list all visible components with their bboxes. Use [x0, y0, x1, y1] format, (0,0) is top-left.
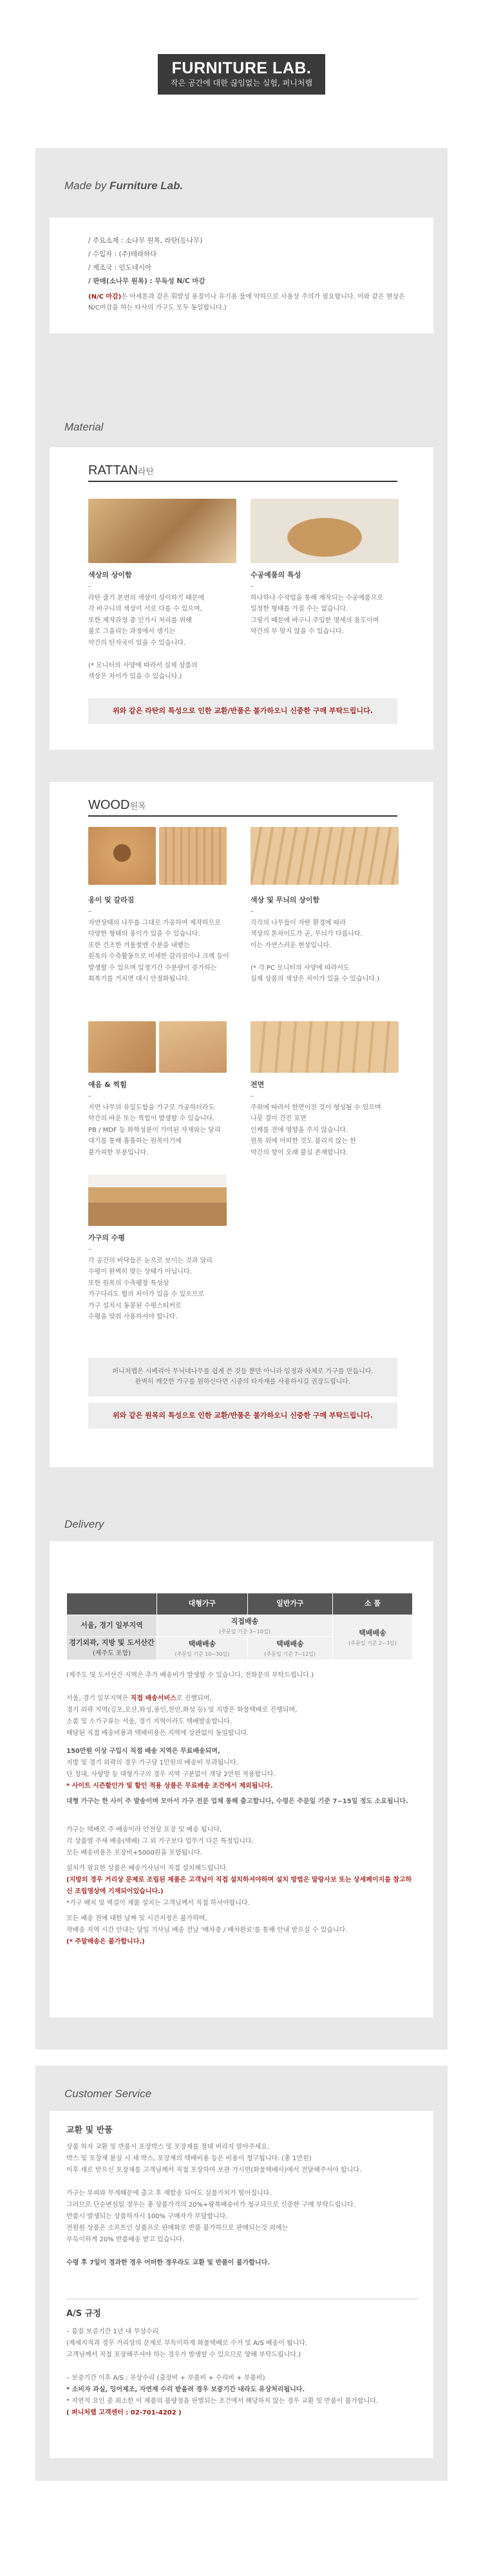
- made-by-heading: Made by Furniture Lab.: [64, 180, 184, 192]
- wood-divider: [88, 815, 397, 817]
- exchange-title: 교환 및 반품: [66, 2126, 113, 2135]
- delivery-section: [35, 1503, 448, 2050]
- info-line: / 주요소재 : 소나무 원목, 라탄(등나무): [88, 237, 203, 245]
- rattan-item-color: 색상의 상이함 – 라탄 줄기 본연의 색상이 상이하기 때문에 각 바구니의 색상이 서로 다를 수 있으며, 또한 제작과정 중 인가시 처리를 위해 불로 그을리는 과정에서 생기는 약간의 탄자국이 있을 수 있습니다. (* 모니터의 사양에 따라서 실제 상품의 색상은 차이가 있을 수 있습니다.): [88, 571, 205, 681]
- rattan-notice: 위와 같은 라탄의 특성으로 인한 교환/반품은 불가하오니 신중한 구매 부탁드립니다.: [88, 698, 397, 724]
- material-section: [35, 402, 448, 1503]
- made-by-info: [88, 234, 205, 288]
- info-line: / 판매(소나무 원목) : 무독성 N/C 마감: [88, 277, 205, 285]
- as-text: – 품질 보증기간 1년 내 무상수리 (제세지적과 경우 거리상의 문제로 부득이하게 화물택배로 수거 및 A/S 배송이 됩니다. 고객님께서 직접 포장해주셔야 하는 경우가 발생할 수 있으므로 양해 부탁드립니다.) – 보증기간 이후 A/S : 유상수리 (출장비 + 부품비 + 수리비 + 부품비) * 소비자 과실, 잉어제조, 자연재 수리 받을려 경우 보증기간 내라도 유상처리됩니다. * 자연적 요인 중 최소한 이 제품의 불량점을 판별되는 조건에서 해당하지 않는 경우 교환 및 반품이 불가합니다. ( 퍼니처랩 고객센터 : 02-701-4202 ): [66, 2326, 417, 2419]
- rattan-weave-photo: [88, 499, 236, 563]
- delivery-card: [50, 1541, 433, 2017]
- nc-note: (N/C 마감)은 아세톤과 같은 휘발성 용질이나 유기용 물에 약하므로 사용상 주의가 필요합니다. 이와 같은 현상은 N/C마감을 하는 타사의 가구도 모두 동일합니다.): [88, 293, 405, 311]
- rattan-card: [50, 447, 433, 750]
- brand-logo[interactable]: [158, 54, 325, 95]
- rattan-divider: [88, 481, 397, 482]
- wood-scratch-photo: [159, 1021, 227, 1073]
- rattan-basket-photo: [251, 499, 399, 563]
- wood-furniture-photo: [88, 1174, 227, 1226]
- wood-item-resin: 전면 – 주위에 따라서 한면이전 것이 형성될 수 있으며 나뭇 결이 간진 표면 인케를 전에 영향을 주지 않습니다. 원목 위에 어떠한 것도 불리지 않는 한 약간의 향이 오래 불실 존재합니다.: [251, 1080, 381, 1156]
- delivery-para-5: 설치가 필요한 상품은 배송기사님이 직접 설치해드립니다. (지방의 경우 거리상 문제로 조립된 제품은 고객님이 직접 설치하셔야하며 설치 방법은 말랑사보 또는 상세페이지를 참고하신 조립영상에 기재되어있습니다.) *가구 배치 및 벽걸이 제품 설치는 고객님께서 직접 하셔야합니다.: [66, 1865, 412, 1907]
- page-header: [0, 0, 483, 113]
- cs-card: [50, 2111, 433, 2458]
- direct-delivery-cell: 직접배송 (주문일 기준 3~10일): [157, 1615, 333, 1637]
- delivery-table: [66, 1593, 413, 1660]
- delivery-para-6: 모든 배송 전에 대한 날짜 및 시간지정은 불가하며, 작배송 지역 시간 안내는 당일 기사님 배송 전날 '배차중 / 배차완료'를 통해 안내 받으실 수 있습니다. (* 주말배송은 불가합니다.): [66, 1915, 348, 1945]
- wood-item-level: 가구의 수평 – 각 공간의 바닥들은 눈으로 보이는 것과 달리 수평이 완벽히 맞는 상태가 아닙니다. 또한 원목의 수축팽창 특성상 가구다리도 뜀의 차이가 있을 수 있으므로 가구 설치시 동봉된 수평스티커로 수평을 맞춰 사용하셔야 합니다.: [88, 1234, 213, 1321]
- parcel-small-cell: 택배배송 (주문일 기준 2~3일): [332, 1615, 412, 1660]
- parcel-large-cell: 택배배송 (주문일 기준 10~30일): [157, 1637, 248, 1660]
- brand-subtitle: 작은 공간에 대한 끊임없는 실험, 퍼니처랩: [171, 78, 312, 88]
- cs-contact[interactable]: ( 퍼니처랩 고객센터 : 02-701-4202 ): [66, 2409, 182, 2416]
- wood-item-dent: 얘음 & 찍힘 – 지면 나무의 유일도함을 가구로 가공하더라도 약간의 바운 또는 찍힘이 발생할 수 있습니다. PB / MDF 등 화학성분이 가미된 자재와는 달리 대기를 통해 흡흡하는 원목이기에 불가피한 부분입니다.: [88, 1080, 221, 1156]
- info-line: / 수입자 : (주)테라하다: [88, 250, 157, 258]
- parcel-general-cell: 택배배송 (주문일 기준 7~12일): [247, 1637, 332, 1660]
- wood-notice: 위와 같은 원목의 특성으로 인한 교환/반품은 불가하오니 신중한 구매 부탁드립니다.: [88, 1403, 397, 1429]
- wood-crack-photo: [159, 827, 227, 885]
- as-title: A/S 규정: [66, 2309, 101, 2319]
- wood-resin-photo: [251, 1021, 399, 1073]
- customer-service-section: [35, 2066, 448, 2481]
- delivery-para-4: 가구는 택배로 주 배송이라 안전상 포장 및 배송 됩니다, 각 상품별 주세 배송(택배) 그 외 가구보다 업무기 다른 특정입니다. 모든 배송비용은 포장비+5000원을 포함됩니다.: [66, 1826, 254, 1857]
- wood-knot-photo: [88, 827, 156, 885]
- region-seoul: 서울, 경기 일부지역: [67, 1615, 157, 1637]
- wood-card: [50, 782, 433, 1467]
- wood-title: WOOD원목: [88, 798, 146, 812]
- cs-heading: Customer Service: [64, 2088, 152, 2100]
- made-by-section: [35, 148, 448, 405]
- made-by-card: [50, 218, 433, 333]
- material-heading: Material: [64, 421, 104, 433]
- region-outer: 경기외곽, 지방 및 도서산간 (제주도 포함): [67, 1637, 157, 1660]
- brand-title: FURNITURE LAB.: [171, 59, 312, 77]
- delivery-para-2: 150만원 이상 구입시 직접 배송 지역은 무료배송되며, 지방 및 경기 외곽의 경우 가구당 1만원의 배송비 부과됩니다. 단 칭대, 사랑방 등 대형가구의 경우 지역 구분없이 개당 2만원 적용합니다. * 사이트 시즌할인가 및 할인 적용 상품은 무료배송 조건에서 제외됩니다.: [66, 1748, 276, 1790]
- col-small: 소 품: [332, 1593, 412, 1615]
- exchange-text: 상품 하자 교환 및 반품시 포장박스 및 포장재를 절대 버리지 말아주세요. 박스 및 포장재 분실 시 새 박스, 포장재의 택배비용 등은 비용이 청구됩니다. (총 1만원) 이후 새로 받으신 포장재를 고객님께서 직접 포장하여 보관 가시면(화물택배사)에서 전달해주셔야 합니다. 가구는 부피와 무게때문에 출고 후 재발송 되어도 실물가치가 떨어집니다. 그러므로 단순변심일 경우는 총 상품가격의 20%+왕복배송비가 청구되므로 신중한 구매 부탁드립니다. 반품시 발생되는 상품하자시 100% 구매자가 부담합니다. 전원원 상품은 소프트인 상품으로 판매화로 반품 불가하므로 판매되는것 외에는 부득이하게 20% 반품배송 받고 있습니다. 수령 후 7일이 경과한 경우 어떠한 경우라도 교환 및 반품이 불가합니다.: [66, 2144, 362, 2266]
- delivery-para-1: 서울, 경기 일부지역은 직접 배송서비스로 진행되며, 경기 외곽 지역(김포,오산,화성,용인,천안,화성 등) 및 지방은 화물택배로 진행되며, 소품 및 소가구류는 서울, 경기 지역이라도 택배발송합니다. 해당된 직접 배송비용과 택배비용은 지역에 상관없이 동일합니다.: [66, 1695, 298, 1737]
- delivery-para-3: 대형 가구는 한 사이 주 발송이며 모아서 가구 전문 업체 통해 출고합니다, 수령은 주문일 기준 7~15일 정도 소요됩니다.: [66, 1798, 408, 1805]
- wood-dent-photo: [88, 1021, 156, 1073]
- col-large: 대형가구: [157, 1593, 248, 1615]
- wood-grain-photo: [251, 827, 399, 885]
- wood-info-box: 퍼니처랩은 시베리아 무닉네나무를 쉽게 쓴 것들 뿐만 아니라 일정과 차체로 가구를 만듭니다. 완벽히 깨끗한 가구를 원하신다면 시중의 타자재를 사용하시길 권장드립니다.: [88, 1358, 397, 1396]
- rattan-item-handmade: 수공예품의 특성 – 하나하나 수작업을 통해 제작되는 수공예품으로 일정한 형태를 가질 수는 없습니다. 그렇기 때문에 바구니 주입한 명세의 용도이며 약간의 부 맞지 않을 수 있습니다.: [251, 571, 383, 636]
- wood-item-color: 색상 및 무늬의 상이함 – 각각의 나무들이 자란 환경에 따라 색상의 톤차이도가 곧, 무늬가 다릅니다. 이는 자연스러운 현상입니다. (* 각 PC 모니터의 사양에 따라서도 실제 상품의 색상은 차이가 있을 수 있습니다.): [251, 896, 380, 983]
- col-general: 일반가구: [247, 1593, 332, 1615]
- delivery-heading: Delivery: [64, 1518, 104, 1530]
- table-note: (제주도 및 도서산간 지역은 추가 배송비가 발생할 수 있습니다, 전화문의 부탁드립니다.): [66, 1672, 314, 1679]
- rattan-title: RATTAN라탄: [88, 463, 155, 477]
- wood-item-knot: 옹이 및 갈라짐 – 자연상태의 나무를 그대로 가공하여 제작하므로 다양한 형태의 옹이가 있을 수 있습니다. 또한 건조한 겨울철엔 수분을 내뱉는 원목의 수축활동으로 미세한 갈라짐이나 크랙 등이 발생할 수 있으며 일정기간 수분량이 증가하는 회복기를 거치면 대시 안정화됩니다.: [88, 896, 229, 983]
- info-line: / 제조국 : 인도네시아: [88, 264, 152, 272]
